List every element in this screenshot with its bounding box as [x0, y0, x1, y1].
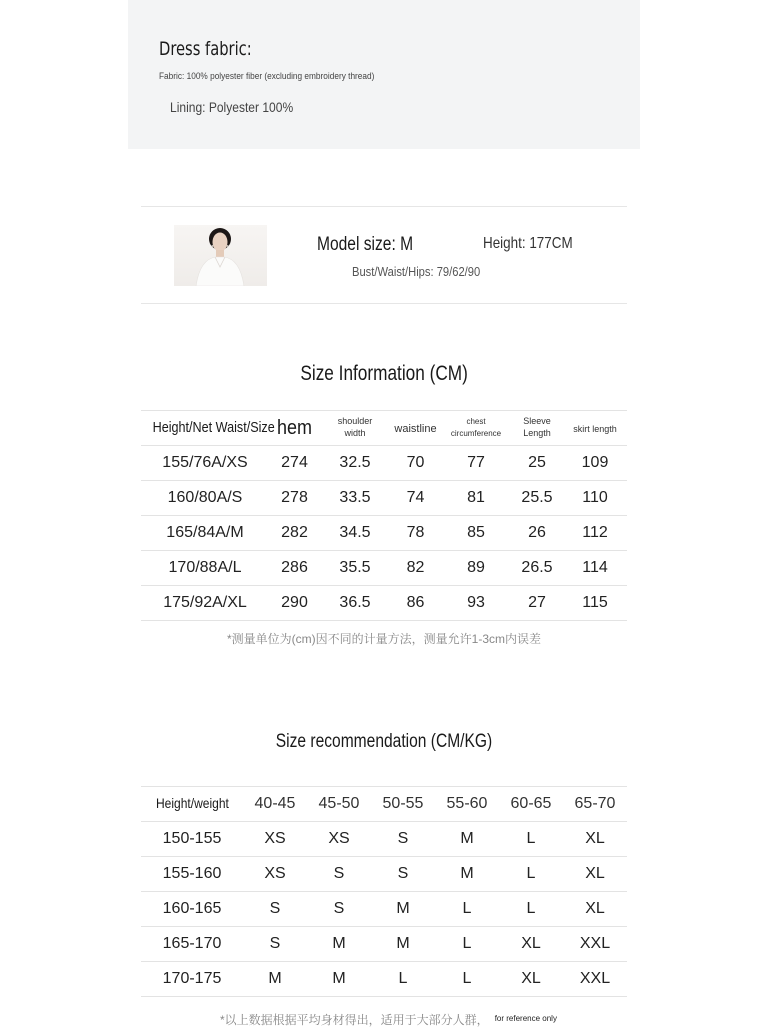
fabric-title: Dress fabric: — [159, 38, 252, 60]
table-cell: S — [307, 857, 371, 892]
model-photo — [174, 225, 267, 286]
table-cell: M — [243, 962, 307, 997]
column-header: hem — [269, 411, 320, 446]
column-header: 50-55 — [371, 787, 435, 822]
fabric-composition: Fabric: 100% polyester fiber (excluding embroidery thread) — [159, 71, 375, 81]
table-cell: 33.5 — [320, 481, 390, 516]
table-cell: 25 — [511, 446, 563, 481]
table-cell: 34.5 — [320, 516, 390, 551]
table-cell: XL — [499, 927, 563, 962]
table-cell: M — [307, 962, 371, 997]
table-cell: S — [307, 892, 371, 927]
table-cell: 36.5 — [320, 586, 390, 621]
table-cell: S — [371, 857, 435, 892]
table-cell: 150-155 — [141, 822, 243, 857]
table-cell: XXL — [563, 927, 627, 962]
column-header: Height/weight — [141, 787, 243, 822]
recommendation-note: *以上数据根据平均身材得出，适用于大部分人群， $^{for reference only}$ — [220, 1013, 557, 1027]
table-cell: 286 — [269, 551, 320, 586]
column-header: chest circumference — [441, 411, 511, 446]
table-cell: L — [371, 962, 435, 997]
table-cell: 86 — [390, 586, 441, 621]
table-cell: M — [435, 857, 499, 892]
table-header-row — [141, 411, 627, 446]
table-cell: 282 — [269, 516, 320, 551]
table-cell: 32.5 — [320, 446, 390, 481]
table-cell: 35.5 — [320, 551, 390, 586]
table-cell: M — [371, 892, 435, 927]
size-rec-title: Size recommendation (CM/KG) — [275, 731, 493, 752]
table-row — [141, 551, 627, 586]
table-cell: 81 — [441, 481, 511, 516]
table-cell: L — [435, 927, 499, 962]
table-cell: 89 — [441, 551, 511, 586]
table-cell: 114 — [563, 551, 627, 586]
table-cell: 165-170 — [141, 927, 243, 962]
table-cell: 70 — [390, 446, 441, 481]
table-cell: 165/84A/M — [141, 516, 269, 551]
table-cell: XXL — [563, 962, 627, 997]
size-info-title: Size Information (CM) — [300, 362, 468, 385]
table-cell: S — [371, 822, 435, 857]
table-cell: 27 — [511, 586, 563, 621]
table-row — [141, 892, 627, 927]
column-header: waistline — [390, 411, 441, 446]
table-cell: 82 — [390, 551, 441, 586]
model-measurements: Bust/Waist/Hips: 79/62/90 — [352, 264, 481, 279]
column-header: Sleeve Length — [511, 411, 563, 446]
table-header-row — [141, 787, 627, 822]
lining-composition: Lining: Polyester 100% — [170, 99, 294, 115]
divider — [141, 206, 627, 207]
table-cell: 26 — [511, 516, 563, 551]
table-row — [141, 481, 627, 516]
table-cell: 74 — [390, 481, 441, 516]
table-cell: M — [435, 822, 499, 857]
table-row — [141, 586, 627, 621]
table-cell: 160/80A/S — [141, 481, 269, 516]
table-cell: L — [435, 892, 499, 927]
table-cell: 170-175 — [141, 962, 243, 997]
table-cell: L — [499, 857, 563, 892]
table-cell: S — [243, 927, 307, 962]
column-header: 65-70 — [563, 787, 627, 822]
table-cell: XL — [499, 962, 563, 997]
measurement-note: *测量单位为(cm)因不同的计量方法，测量允许1-3cm内误差 — [227, 632, 541, 646]
table-cell: XS — [243, 857, 307, 892]
fabric-panel — [128, 0, 640, 149]
table-cell: M — [307, 927, 371, 962]
table-cell: M — [371, 927, 435, 962]
table-cell: 109 — [563, 446, 627, 481]
column-header: 60-65 — [499, 787, 563, 822]
table-cell: 115 — [563, 586, 627, 621]
table-cell: 278 — [269, 481, 320, 516]
table-cell: 290 — [269, 586, 320, 621]
model-height: Height: 177CM — [483, 235, 573, 252]
table-cell: 78 — [390, 516, 441, 551]
table-cell: S — [243, 892, 307, 927]
table-cell: 155/76A/XS — [141, 446, 269, 481]
table-cell: 155-160 — [141, 857, 243, 892]
table-row — [141, 962, 627, 997]
table-cell: 25.5 — [511, 481, 563, 516]
table-row — [141, 822, 627, 857]
table-row — [141, 857, 627, 892]
table-cell: 175/92A/XL — [141, 586, 269, 621]
table-cell: 274 — [269, 446, 320, 481]
table-cell: L — [499, 892, 563, 927]
table-cell: 77 — [441, 446, 511, 481]
table-cell: 160-165 — [141, 892, 243, 927]
model-size: Model size: M — [317, 234, 414, 255]
column-header: skirt length — [563, 411, 627, 446]
table-row — [141, 516, 627, 551]
table-row — [141, 927, 627, 962]
table-cell: 110 — [563, 481, 627, 516]
table-row — [141, 446, 627, 481]
size-rec-table — [141, 786, 627, 997]
column-header: Height/Net Waist/Size — [141, 411, 269, 446]
size-info-table — [141, 410, 627, 621]
column-header: shoulder width — [320, 411, 390, 446]
table-cell: L — [499, 822, 563, 857]
table-cell: 26.5 — [511, 551, 563, 586]
table-cell: XS — [243, 822, 307, 857]
table-cell: 170/88A/L — [141, 551, 269, 586]
table-cell: XS — [307, 822, 371, 857]
reference-note: for reference only — [494, 1014, 557, 1023]
table-cell: XL — [563, 892, 627, 927]
column-header: 55-60 — [435, 787, 499, 822]
column-header: 45-50 — [307, 787, 371, 822]
column-header: 40-45 — [243, 787, 307, 822]
table-cell: 93 — [441, 586, 511, 621]
table-cell: L — [435, 962, 499, 997]
table-cell: 112 — [563, 516, 627, 551]
table-cell: XL — [563, 857, 627, 892]
table-cell: XL — [563, 822, 627, 857]
divider — [141, 303, 627, 304]
table-cell: 85 — [441, 516, 511, 551]
